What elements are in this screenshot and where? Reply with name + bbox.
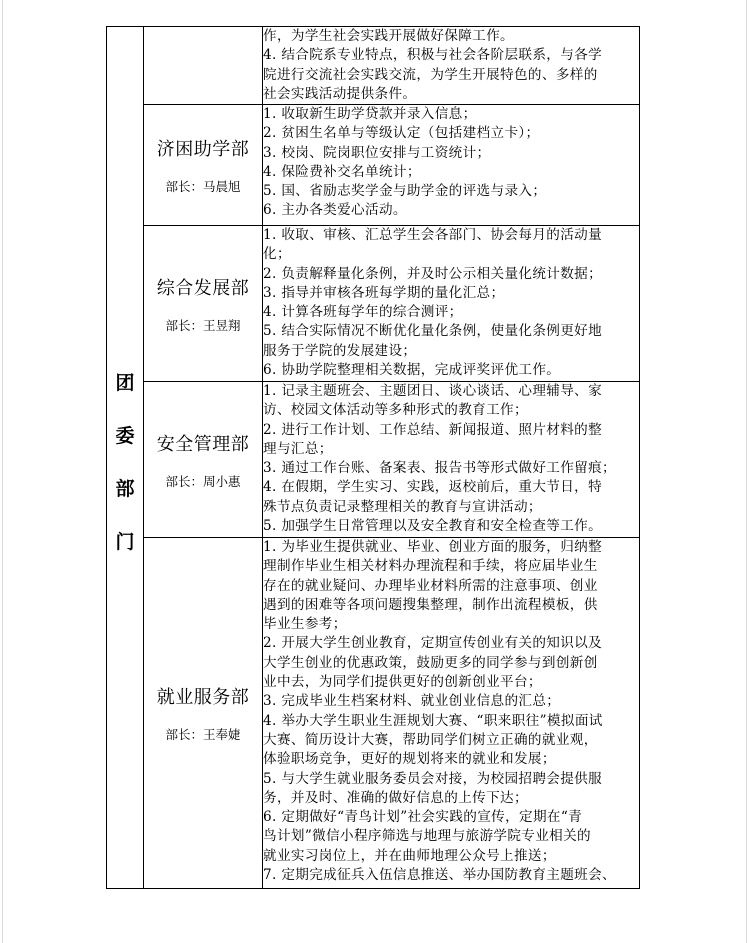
duty-line: 4. 结合院系专业特点，积极与社会各阶层联系，与各学 — [263, 47, 603, 64]
duty-list — [263, 538, 639, 888]
duty-line: 存在的就业疑问、办理毕业材料所需的注意事项、创业 — [263, 577, 598, 594]
unit-name: 就业服务部 — [156, 687, 250, 708]
duty-line: 理制作毕业生相关材料办理流程和手续，将应届毕业生 — [263, 558, 598, 575]
duty-line: 6. 定期做好“青鸟计划”社会实践的宣传，定期在“青 — [263, 809, 583, 826]
duty-line: 7. 定期完成征兵入伍信息推送、举办国防教育主题班会、 — [263, 867, 616, 884]
organization-table — [106, 26, 640, 889]
duty-line: 4. 举办大学生职业生涯规划大赛、“职来职往”模拟面试 — [263, 712, 603, 729]
page-edge-right — [746, 0, 747, 943]
unit-cell — [144, 105, 263, 226]
unit-head: 部长：王奉婕 — [165, 727, 241, 742]
department-char: 委 — [115, 424, 135, 447]
duty-line: 就业实习岗位上，并在曲师地理公众号上推送； — [263, 847, 556, 864]
department-char: 门 — [115, 530, 135, 553]
page-edge-left — [2, 0, 3, 943]
duty-line: 2. 开展大学生创业教育，定期宣传创业有关的知识以及 — [263, 635, 603, 652]
table-row — [107, 538, 640, 889]
duty-line: 5. 国、省励志奖学金与助学金的评选与录入； — [263, 183, 547, 200]
duty-line: 服务于学院的发展建设； — [263, 342, 417, 359]
duty-line: 5. 加强学生日常管理以及安全教育和安全检查等工作。 — [263, 518, 603, 535]
duties-cell — [263, 538, 640, 889]
duty-line: 遇到的困难等各项问题搜集整理，制作出流程模板，供 — [263, 596, 598, 613]
duties-cell — [263, 105, 640, 226]
duty-line: 4. 在假期，学生实习、实践，返校前后，重大节日，特 — [263, 479, 603, 496]
duty-line: 4. 计算各班每学年的综合测评； — [263, 304, 463, 321]
department-label — [107, 368, 143, 554]
duty-line: 作，为学生社会实践开展做好保障工作。 — [263, 28, 514, 44]
duty-line: 3. 完成毕业生档案材料、就业创业信息的汇总； — [263, 693, 561, 710]
duty-line: 访、校园文体活动等多种形式的教育工作； — [263, 402, 528, 419]
unit-head: 部长：马晨旭 — [165, 179, 241, 194]
duty-line: 大赛、简历设计大赛，帮助同学们树立正确的就业观， — [263, 731, 598, 748]
unit-name: 济困助学部 — [156, 139, 250, 160]
duty-line: 6. 协助学院整理相关数据，完成评奖评优工作。 — [263, 362, 561, 379]
unit-head: 部长：周小惠 — [165, 473, 241, 489]
duty-line: 理与汇总； — [263, 440, 333, 457]
duty-line: 殊节点负责记录整理相关的教育与宣讲活动； — [263, 498, 542, 515]
duty-line: 业中去，为同学们提供更好的创新创业平台； — [263, 674, 542, 691]
unit-cell — [144, 538, 263, 889]
duty-line: 化； — [263, 246, 291, 263]
duty-list — [263, 105, 639, 225]
duty-line: 务，并及时、准确的做好信息的上传下达； — [263, 789, 528, 806]
duty-line: 2. 进行工作计划、工作总结、新闻报道、照片材料的整 — [263, 421, 603, 438]
table-row — [107, 382, 640, 538]
duty-line: 6. 主办各类爱心活动。 — [263, 202, 407, 219]
duty-list — [263, 382, 639, 537]
duty-line: 3. 校岗、院岗职位安排与工资统计； — [263, 144, 491, 161]
duty-line: 4. 保险费补交名单统计； — [263, 163, 421, 180]
table-row — [107, 27, 640, 105]
unit-cell-continued — [144, 27, 263, 105]
duty-line: 2. 贫困生名单与等级认定（包括建档立卡）； — [263, 125, 540, 142]
duty-list — [263, 226, 639, 381]
duty-line: 1. 收取新生助学贷款并录入信息； — [263, 106, 477, 122]
unit-cell — [144, 226, 263, 382]
duty-line: 1. 收取、审核、汇总学生会各部门、协会每月的活动量 — [263, 227, 603, 243]
duty-line: 鸟计划”微信小程序筛选与地理与旅游学院专业相关的 — [263, 828, 592, 845]
duty-line: 1. 为毕业生提供就业、毕业、创业方面的服务，归纳整 — [263, 539, 603, 555]
duty-line: 体验职场竞争，更好的规划将来的就业和发展； — [263, 751, 556, 768]
table-row — [107, 105, 640, 226]
department-char: 部 — [115, 477, 135, 500]
unit-head: 部长：王昱翔 — [165, 317, 241, 333]
duty-line: 3. 通过工作台账、备案表、报告书等形式做好工作留痕； — [263, 460, 616, 477]
duties-cell — [263, 226, 640, 382]
duty-line: 1. 记录主题班会、主题团日、谈心谈话、心理辅导、家 — [263, 383, 603, 399]
unit-name: 综合发展部 — [156, 277, 250, 299]
duty-line: 毕业生参考； — [263, 616, 347, 633]
duty-line: 5. 结合实际情况不断优化量化条例，使量化条例更好地 — [263, 323, 603, 340]
duty-line: 2. 负责解释量化条例，并及时公示相关量化统计数据； — [263, 265, 603, 282]
unit-cell — [144, 382, 263, 538]
duties-cell — [263, 382, 640, 538]
duty-line: 大学生创业的优惠政策，鼓励更多的同学参与到创新创 — [263, 654, 598, 671]
duty-line: 院进行交流社会实践交流，为学生开展特色的、多样的 — [263, 66, 598, 83]
unit-name: 安全管理部 — [156, 433, 250, 455]
duties-cell-continued — [263, 27, 640, 105]
duty-line: 社会实践活动提供条件。 — [263, 85, 417, 102]
department-char: 团 — [115, 371, 135, 394]
department-cell — [107, 27, 144, 889]
duty-list — [263, 27, 639, 104]
table-row — [107, 226, 640, 382]
duty-line: 5. 与大学生就业服务委员会对接，为校园招聘会提供服 — [263, 770, 603, 787]
duty-line: 3. 指导并审核各班每学期的量化汇总； — [263, 284, 505, 301]
